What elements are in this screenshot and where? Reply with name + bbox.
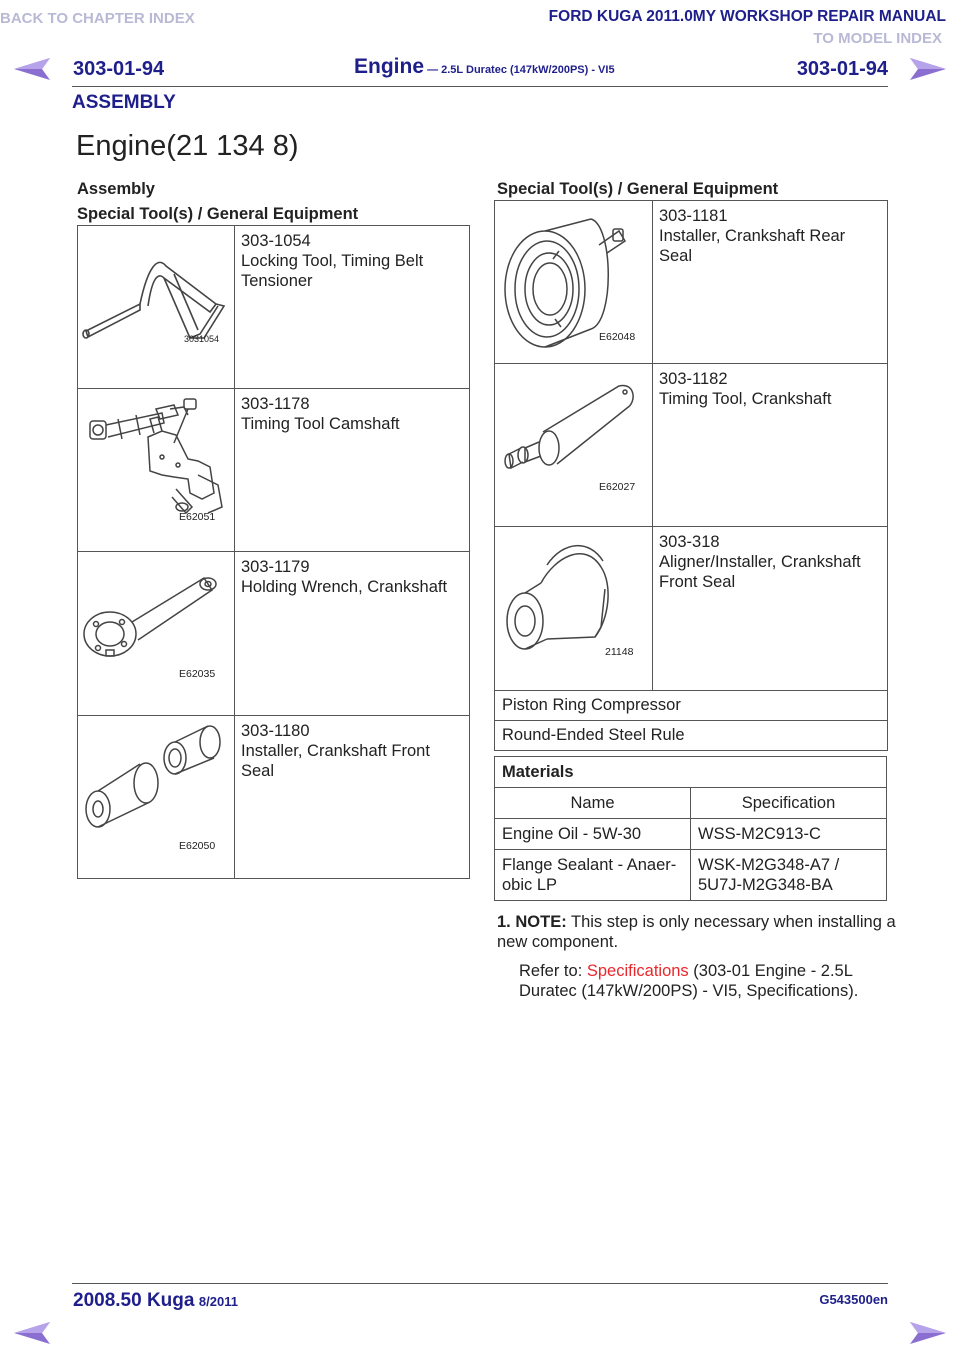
- tool-image-code: 3031054: [184, 334, 220, 344]
- right-tools-table: [494, 200, 888, 691]
- section-heading: ASSEMBLY: [72, 92, 176, 113]
- tool-description-cell: [653, 364, 888, 527]
- materials-col-spec: Specification: [691, 788, 887, 819]
- tool-row: [78, 716, 470, 879]
- note-text: This step is only necessary when installing a new component.: [497, 913, 896, 951]
- materials-title: Materials: [495, 757, 887, 788]
- left-tools-heading: Special Tool(s) / General Equipment: [77, 205, 359, 223]
- tool-image-code: 21148: [605, 646, 634, 658]
- tool-image-cell: [78, 389, 235, 552]
- crankshaft-timing-tool-illustration: [495, 364, 653, 527]
- footer-date: 8/2011: [198, 1294, 238, 1309]
- tool-description-cell: [235, 389, 470, 552]
- tool-name: Installer, Crankshaft Rear Seal: [659, 227, 846, 265]
- manual-title: FORD KUGA 2011.0MY WORKSHOP REPAIR MANUAL: [548, 8, 946, 25]
- tool-row: [78, 389, 470, 552]
- footer-divider: [72, 1283, 888, 1284]
- tool-number: 303-318: [659, 533, 720, 551]
- tool-description-cell: [653, 527, 888, 691]
- previous-page-arrow-icon[interactable]: [14, 1322, 50, 1344]
- refer-suffix: (303-01 Engine - 2.5L Duratec (147kW/200PS) - VI5, Specifications).: [519, 962, 859, 1000]
- tool-name: Locking Tool, Timing Belt Tensioner: [241, 252, 424, 290]
- next-page-arrow-icon[interactable]: [910, 58, 946, 80]
- materials-col-name: Name: [495, 788, 691, 819]
- left-tools-table: [77, 225, 470, 879]
- page-title: Engine(21 134 8): [76, 130, 299, 162]
- tool-image-cell: [495, 364, 653, 527]
- camshaft-timing-tool-illustration: [78, 389, 235, 552]
- tool-description-cell: [235, 716, 470, 879]
- back-to-chapter-index-link[interactable]: BACK TO CHAPTER INDEX: [0, 10, 195, 27]
- tool-row: [78, 226, 470, 389]
- tool-row: [495, 201, 888, 364]
- page-code-left: 303-01-94: [73, 58, 165, 80]
- tool-image-code: E62050: [179, 840, 216, 852]
- material-name: Flange Sealant - Anaer-obic LP: [495, 850, 691, 901]
- material-spec: WSS-M2C913-C: [691, 819, 887, 850]
- previous-page-arrow-icon[interactable]: [14, 58, 50, 80]
- tool-image-cell: [78, 716, 235, 879]
- to-model-index-link[interactable]: TO MODEL INDEX: [813, 30, 942, 47]
- step-number: 1.: [497, 913, 511, 931]
- note-label: NOTE:: [515, 913, 567, 931]
- tool-image-cell: [78, 226, 235, 389]
- tool-image-code: E62051: [179, 511, 216, 523]
- step-1: [497, 912, 897, 952]
- assembly-label: Assembly: [77, 180, 155, 198]
- equipment-row: Round-Ended Steel Rule: [494, 720, 888, 751]
- materials-header-row: [495, 788, 887, 819]
- material-name: Engine Oil - 5W-30: [495, 819, 691, 850]
- tool-row: [495, 527, 888, 691]
- tool-row: [495, 364, 888, 527]
- holding-wrench-illustration: [78, 552, 235, 716]
- tool-name: Holding Wrench, Crankshaft: [241, 578, 448, 596]
- tool-number: 303-1054: [241, 232, 311, 250]
- front-seal-aligner-illustration: [495, 527, 653, 691]
- tool-image-code: E62048: [599, 331, 636, 343]
- tool-name: Timing Tool, Crankshaft: [659, 390, 832, 408]
- tool-number: 303-1180: [241, 722, 310, 740]
- tool-number: 303-1182: [659, 370, 728, 388]
- right-tools-heading: Special Tool(s) / General Equipment: [497, 180, 779, 198]
- tool-number: 303-1179: [241, 558, 310, 576]
- tool-image-cell: [495, 527, 653, 691]
- footer-model-name: 2008.50 Kuga: [73, 1290, 195, 1311]
- tool-number: 303-1178: [241, 395, 310, 413]
- step-reference: [519, 961, 899, 1001]
- tool-image-code: E62027: [599, 481, 636, 493]
- front-seal-installer-illustration: [78, 716, 235, 879]
- tool-image-cell: [495, 201, 653, 364]
- material-spec: WSK-M2G348-A7 / 5U7J-M2G348-BA: [691, 850, 887, 901]
- tool-description-cell: [235, 552, 470, 716]
- locking-tool-illustration: [78, 226, 235, 389]
- header-title: [354, 55, 615, 79]
- specifications-link[interactable]: Specifications: [586, 962, 689, 980]
- tool-description-cell: [235, 226, 470, 389]
- equipment-row: Piston Ring Compressor: [494, 690, 888, 721]
- footer-code: G543500en: [819, 1292, 888, 1307]
- tool-image-cell: [78, 552, 235, 716]
- tool-name: Aligner/Installer, Crankshaft Front Seal: [659, 553, 861, 591]
- tool-name: Timing Tool Camshaft: [241, 415, 400, 433]
- tool-row: [78, 552, 470, 716]
- tool-number: 303-1181: [659, 207, 728, 225]
- materials-table: [494, 756, 887, 901]
- materials-title-row: [495, 757, 887, 788]
- header-subtitle: — 2.5L Duratec (147kW/200PS) - VI5: [424, 64, 615, 76]
- page-code-right: 303-01-94: [796, 58, 888, 80]
- table-row: [495, 819, 887, 850]
- tool-name: Installer, Crankshaft Front Seal: [241, 742, 430, 780]
- header-title-main: Engine: [354, 55, 425, 78]
- footer-model: [73, 1290, 238, 1312]
- tool-description-cell: [653, 201, 888, 364]
- refer-prefix: Refer to:: [519, 962, 587, 980]
- header-divider: [72, 86, 888, 87]
- next-page-arrow-icon[interactable]: [910, 1322, 946, 1344]
- tool-image-code: E62035: [179, 668, 216, 680]
- table-row: [495, 850, 887, 901]
